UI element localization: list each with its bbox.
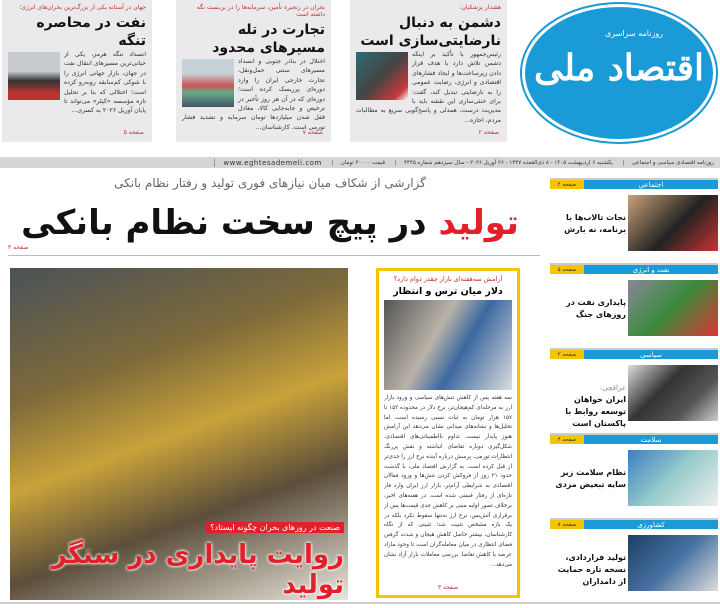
box-kicker: آرامش سه‌هفته‌ای بازار چقدر دوام دارد؟: [393, 275, 503, 283]
section-image: [628, 365, 718, 421]
section-header: [550, 178, 718, 189]
section-header: [550, 518, 718, 529]
section-title: نظام سلامت زیر سایه تبعیض مزدی: [555, 468, 626, 489]
section-image: [628, 535, 718, 591]
section-category: کشاورزی: [584, 520, 718, 529]
info-strip: [0, 157, 720, 168]
box-image: [384, 300, 512, 390]
teaser-kicker: هشدار پزشکیان:: [459, 4, 501, 11]
teaser-title[interactable]: دشمن به دنبال نارضایتی‌سازی است: [360, 15, 501, 49]
sidebar-section[interactable]: [550, 348, 718, 430]
divider: [8, 255, 540, 256]
masthead-logo: [522, 4, 716, 142]
teaser-trade[interactable]: [176, 0, 331, 142]
section-page[interactable]: صفحه ۵: [550, 265, 584, 274]
lead-subtitle: گزارشی از شکاف میان نیازهای فوری تولید و رفتار نظام بانکی: [114, 176, 426, 190]
section-category: سیاسی: [584, 350, 718, 359]
section-title: نجات تالاب‌ها با برنامه، نه بارش: [564, 213, 626, 234]
headline-red: تولید: [438, 203, 519, 243]
section-headline[interactable]: [552, 552, 626, 588]
box-page[interactable]: صفحه ۳: [437, 584, 459, 591]
masthead-tagline: روزنامه سراسری: [604, 29, 664, 38]
lead-page[interactable]: صفحه ۳: [8, 244, 29, 251]
section-kicker: عراقچی:: [599, 384, 626, 392]
teaser-image: [356, 52, 408, 100]
section-headline[interactable]: [552, 382, 626, 430]
section-headline[interactable]: [552, 212, 626, 236]
section-image: [628, 450, 718, 506]
paper-type: روزنامه اقتصادی سیاسی و اجتماعی: [623, 160, 714, 166]
teaser-kicker: جهان در آستانه یکی از بزرگ‌ترین بحران‌های انرژی؛: [19, 4, 146, 11]
bottom-rule: [0, 602, 720, 604]
section-image: [628, 195, 718, 251]
section-header: [550, 263, 718, 274]
section-headline[interactable]: [552, 467, 626, 491]
section-page[interactable]: صفحه ۸: [550, 520, 584, 529]
teaser-body: اختلال در بنادر جنوبی و انسداد مسیرهای سنتی حمل‌ونقل، تجارت خارجی ایران را وارد دوره‌ای پرریسک کرده است؛ دوره‌ای که در آن هر روز تأخیر در ترخیص و جابه‌جایی کالا، معادل قفل شدن میلیاردها تومان سرمایه و تشدید فشار تورمی است. کارشناسان...: [182, 58, 325, 131]
photo-title: روایت پایداری در سنگر تولید: [51, 540, 344, 600]
section-category: اجتماعی: [584, 180, 718, 189]
headline-black: در پیچ سخت نظام بانکی: [21, 203, 427, 243]
website-link[interactable]: www.eghtesademeli.com: [214, 159, 321, 167]
box-title: دلار میان ترس و انتظار: [393, 286, 503, 297]
lead-headline[interactable]: [20, 200, 520, 246]
section-page[interactable]: صفحه ۴: [550, 435, 584, 444]
teaser-body: رئیس‌جمهور با تأکید بر اینکه دشمن تلاش دارد با هدف قرار دادن زیرساخت‌ها و ایجاد فشارهای اقتصادی و انرژی، رضایت عمومی را به نارضایتی تبدیل کند، گفت: برای خنثی‌سازی این نقشه باید با مدیریت درست، همدلی و پاسخ‌گویی سریع به مطالبات مردم، اجازه...: [356, 51, 501, 124]
section-page[interactable]: صفحه ۲: [550, 350, 584, 359]
sidebar-section[interactable]: [550, 263, 718, 345]
teaser-image: [182, 59, 234, 107]
section-image: [628, 280, 718, 336]
teaser-title[interactable]: تجارت در تله مسیرهای محدود: [212, 22, 325, 56]
section-page[interactable]: صفحه ۴: [550, 180, 584, 189]
teaser-page[interactable]: صفحه ۲: [478, 129, 499, 136]
section-header: [550, 348, 718, 359]
issue-date: یکشنبه ۶ اردیبهشت ۱۴۰۵ - ۸ ذی‌القعده ۱۴۴۷ - ۲۶ آوریل ۲۰۲۶ - سال سیزدهم شماره ۴۴۴۵: [395, 160, 613, 166]
masthead-name: اقتصاد ملی: [533, 47, 705, 89]
section-title: ایران خواهان توسعه روابط با پاکستان است: [565, 395, 626, 428]
section-title: تولید فراردادی، نسخه تازه حمایت از دامداران: [557, 553, 626, 586]
teaser-title[interactable]: نفت در محاصره تنگه: [36, 15, 146, 49]
box-body: سه هفته پس از کاهش تنش‌های سیاسی و ورود بازار ارز به مرحله‌ای کم‌هیجان‌تر، نرخ دلار در محدوده ۱۵۳ تا ۱۵۷ هزار تومان به ثبات نسبی رسیده است، اما تحلیل‌ها و نشانه‌های میدانی نشان می‌دهد این آرامش هنوز پایدار نیست. تداوم نااطمینانی‌های اقتصادی، شکل‌گیری دوباره تقاضای انباشته و نقش پررنگ انتظارات تورمی، پرسش درباره آینده نرخ ارز را جدی‌تر از قبل کرده است. به گزارش اقتصاد ملی، با گذشت حدود ۲۱ روز از فروکش کردن تنش‌ها و ورود فعالان اقتصادی به شرایطی آرام‌تر، بازار ارز ایران وارد فاز تازه‌ای از رفتار قیمتی شده است. در هفته‌های اخیر، برخلاف تصور اولیه مبنی بر کاهش جدی قیمت‌ها پس از برقراری آتش‌بس، نرخ ارز نه‌تنها سقوط نکرد بلکه در یک بازه مشخص تثبیت شد؛ تثبیتی که از نگاه کارشناسان، بیشتر حاصل کاهش هیجان و شدت گرفتن فضای انتظاری در میان معامله‌گران است تا وجود مازاد عرضه یا کاهش تقاضا. بررسی معاملات بازار آزاد نشان می‌دهد...: [384, 395, 512, 568]
section-headline[interactable]: [552, 297, 626, 321]
sidebar-section[interactable]: [550, 518, 718, 600]
price: قیمت ۲۰۰۰۰ تومان: [332, 160, 385, 166]
teaser-kicker: بحران در زنجیره تأمین، سرمایه‌ها را در بن‌بست نگه داشته است: [196, 4, 325, 18]
teaser-politics[interactable]: [350, 0, 507, 142]
sidebar-section[interactable]: [550, 433, 718, 515]
sidebar-section[interactable]: [550, 178, 718, 260]
teaser-image: [8, 52, 60, 100]
teaser-page[interactable]: صفحه ۵: [123, 129, 144, 136]
section-category: سلامت: [584, 435, 718, 444]
photo-story[interactable]: [10, 268, 348, 600]
teaser-page[interactable]: صفحه ۷: [302, 129, 323, 136]
section-header: [550, 433, 718, 444]
section-category: نفت و انرژی: [584, 265, 718, 274]
teaser-oil[interactable]: [2, 0, 152, 142]
photo-kicker: صنعت در روزهای بحران چگونه ایستاد؟: [206, 522, 344, 533]
currency-box[interactable]: [376, 268, 520, 598]
teaser-body: انسداد تنگه هرمز، یکی از حیاتی‌ترین مسیرهای انتقال نفت در جهان، بازار جهانی انرژی را با شوکی کم‌سابقه روبه‌رو کرده است؛ اختلالی که بنا بر تحلیل تازه مؤسسه «کپلر» می‌تواند تا پایان آوریل ۲۰۲۶ به کسری...: [64, 51, 146, 115]
section-title: پایداری نفت در روزهای جنگ: [566, 298, 626, 319]
